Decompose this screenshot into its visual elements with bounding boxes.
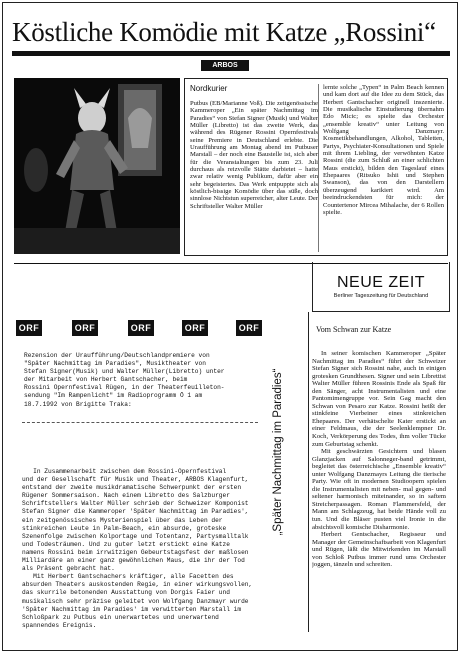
page-headline: Köstliche Komödie mit Katze „Rossini“ bbox=[12, 12, 450, 56]
review-header: Rezension der Uraufführung/Deutschlandpremiere von "Später Nachmittag im Paradies", Musiktheater von Stefan Signer(Musik) und Walter Müller(Libretto) unter der Mitarbeit von Herbert Gantschacher, beim Rossini Opernfestival Rügen, in der Theaterfeuilleton- sendung "Im Rampenlicht" im Radioprogramm Ö 1 am 18.7.1992 von Brigitte Traka: bbox=[24, 352, 225, 408]
neue-zeit-title: NEUE ZEIT bbox=[336, 274, 426, 291]
stage-photo bbox=[14, 78, 180, 254]
neue-zeit-body bbox=[312, 350, 446, 622]
arbos-badge: ARBOS bbox=[201, 60, 249, 71]
column-rule bbox=[308, 312, 309, 632]
vertical-title-text: „Später Nachmittag im Paradies“ bbox=[272, 368, 284, 536]
neue-zeit-paragraph: Mit geschwärzten Gesichtern und blasen Glanzjacken auf Salonneger-band getrimmt, begleitet das österreichische „Ensemble kreativ“ unter Wolfgang Danzmayrs Leitung die tierische Party. Wie oft in modernen Studioopern spielen die Instrumentalisten mit neben- mal gegen- und seltener harmonisch miteinander, so in saftem Streicherpassagen. Roman Flammersfeld, der Mann am Schlagzeug, hat beide Hände voll zu tun. Und die Bläser pusten viel Ironie in die absichtsvoll komische Disharmonie. bbox=[312, 448, 446, 531]
orf-logo: ORF bbox=[236, 320, 262, 336]
orf-logo: ORF bbox=[182, 320, 208, 336]
neue-zeit-paragraph: In seiner komischen Kammeroper „Später Nachmittag im Paradies“ führt der Schweizer Stefan Signer sich Rossini nahe, auch in einigen grotesken Grundthesen. Signer und sein Librettist Walter Müller führen Rossinis Ende als Spaß für den Sänger, acht Instrumentalisten und eine Pantomimengruppe vor. Sein Gag macht den Schwan von Pesaro zur Katze. Rossini heißt der stinkfeine Vierbeiner eines stinkreichen Ehepaares. Der verhätschelte Kater erstickt an einer Feldmaus, die der Seelenklempner Dr. Koch, Verkörperung des Todes, ihm voller Tücke zum Geburtstag schenkt. bbox=[312, 350, 446, 448]
neue-zeit-headline: Vom Schwan zur Katze bbox=[316, 325, 392, 334]
orf-logo: ORF bbox=[16, 320, 42, 336]
nordkurier-column-1: Putbus (EB/Marianne Voß). Die zeitgenössische Kammeroper „Ein später Nachmittag im Paradies“ von Stefan Signer (Musik) und Walter Müller (Libretto) ist das zweite Werk, das während des Rügener Rossini Opernfestivals seine Premiere in Deutschland erlebte. Die Uraufführung am Montag abend im Putbuser Marstall – der noch eine Baustelle ist, sich aber für die Veranstaltungen bis zum 23. Juli durchaus als reizvolle Stätte darbietet – hatte zwar relativ wenig Publikum, dafür aber ein sehr begeistertes. Das Werk entpuppte sich als köstlich-bissige Komödie über das süße, doch sinnlose Nichtstun superreicher, alter Leute. Der Schriftsteller Walter Müller bbox=[190, 100, 318, 210]
review-body: In Zusammenarbeit zwischen dem Rossini-Opernfestival und der Gesellschaft für Musik und Theater, ARBOS Klagenfurt, entstand der zweite musikdramatische Schwerpunkt der ersten Rügener Sommersaison. Nach einem Libretto des Salzburger Schriftstellers Walter Müller schrieb der Schweizer Komponist Stefan Signer die Kammeroper 'Später Nachmittag im Paradies', ein zeitgenössisches Mysterienspiel über das Leben der stinkreichen Leute in Palm-Beach, ein absurde, groteske Szenenfolge zwischen Kolportage und Totentanz, Partysmalltalk und Todesträumen. Und zu guter letzt erstickt eine Katze namens Rossini beim irrwitzigen Gebeurtstagsfest der maßlosen Milliardäre an einer ganz gewöhnlichen Maus, die ihr der Tod als Präsent gebracht hat. Mit Herbert Gantschachers kräftiger, alle Facetten des absurden Theaters auskostenden Regie, in einer wirkungsvollen, das skurrile betonenden Ausstattung von Dorgis Faier und musikalisch sehr präzise geleitet von Wolfgang Danzmayr wurde 'Später Nachmittag im Paradies' im verwitterten Marstall im Schloßpark zu Putbus ein unerwartetes und unerwartend spannendes Ereignis. bbox=[22, 468, 253, 629]
nordkurier-column-2: lernte solche „Typen“ in Palm Beach kennen und kam dort auf die Idee zu dem Stück, das Herbert Gantschacher originell inszenierte. Die musikalische Einstudierung übernahm Edo Micic; es spielte das Orchester „ensemble kreativ“ unter Leitung von Wolfgang Danzmayr. Kosmetikbehandlungen, Alkohol, Tabletten, Partys, Psychiater-Konsultationen und Spiele mit ihrem Liebling, der verwöhnten Katze Rossini (die zum Schluß an einer schlichten Maus erstickt), bilden den Tageslauf eines Ehepaares (Ritsuko Ishii und Stephen Swanson), das von den Darstellern überzeugend karikiert wird. Am beeindruckendsten für mich: der Countertenor Mircea Mihalache, der 6 Rollen spielte. bbox=[318, 84, 444, 252]
orf-logo: ORF bbox=[128, 320, 154, 336]
stage-photo-image bbox=[14, 78, 180, 254]
orf-logo: ORF bbox=[72, 320, 98, 336]
neue-zeit-paragraph: Herbert Gentschacher, Regisseur und Manager der Gemeinschaftsarbeit von Klagenfurt und Rügen, läßt die Mitwirkenden im Marstall von Schloß Putbus immer rund ums Orchester joggen, tänzeln und schreiten. bbox=[312, 531, 446, 569]
neue-zeit-subtitle: Berliner Tageszeitung für Deutschland bbox=[333, 293, 429, 299]
vertical-title bbox=[256, 312, 300, 592]
nordkurier-source: Nordkurier bbox=[190, 84, 228, 93]
neue-zeit-masthead bbox=[312, 262, 450, 312]
orf-logo-row bbox=[16, 320, 264, 338]
review-rule bbox=[22, 422, 258, 423]
